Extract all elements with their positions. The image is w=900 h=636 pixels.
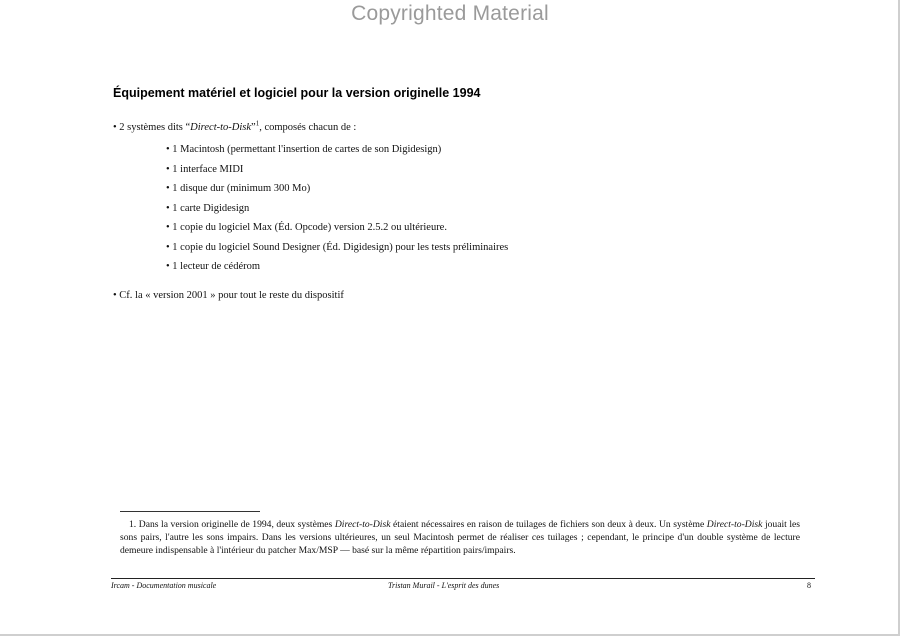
- footnote: [120, 518, 800, 557]
- footnote-ref[interactable]: 1: [255, 119, 260, 128]
- equipment-list: [166, 140, 508, 277]
- footer-center: Tristan Murail - L'esprit des dunes: [388, 581, 500, 590]
- footnote-em1: Direct-to-Disk: [334, 519, 391, 530]
- list-item: • 1 lecteur de cédérom: [166, 261, 261, 272]
- footer-left: Ircam - Documentation musicale: [111, 581, 217, 590]
- list-item: • 1 disque dur (minimum 300 Mo): [166, 183, 311, 194]
- list-item: • 1 copie du logiciel Max (Éd. Opcode) version 2.5.2 ou ultérieure.: [166, 222, 447, 233]
- watermark: Copyrighted Material: [351, 2, 549, 25]
- bullet-version-2001: • Cf. la « version 2001 » pour tout le reste du dispositif: [113, 290, 344, 301]
- section-title: Équipement matériel et logiciel pour la version originelle 1994: [113, 86, 481, 100]
- list-item: • 1 copie du logiciel Sound Designer (Éd. Digidesign) pour les tests préliminaires: [166, 241, 509, 253]
- bullet1-emphasis: Direct-to-Disk: [190, 122, 252, 133]
- list-item: • 1 Macintosh (permettant l'insertion de cartes de son Digidesign): [166, 144, 442, 155]
- bullet-direct-to-disk: [113, 119, 357, 133]
- footnote-em2: Direct-to-Disk: [706, 519, 763, 530]
- bullet1-suffix: , composés chacun de :: [259, 122, 357, 133]
- footnote-part1: 1. Dans la version originelle de 1994, deux systèmes: [129, 519, 335, 530]
- footer-divider: [111, 578, 815, 579]
- list-item: • 1 carte Digidesign: [166, 202, 250, 214]
- page-number: 8: [807, 581, 811, 590]
- footnote-divider: [120, 511, 260, 512]
- footnote-part2: étaient nécessaires en raison de tuilages de fichiers son deux à deux. Un système: [390, 519, 707, 530]
- footnote-part3: jouait les sons pairs, l'autre les sons impairs. Dans les versions ultérieures, un seul Macintosh permet de réaliser ces tuilages ; cependant, le principe d'un double système de lecture demeure indispensable à l'intérieur du patcher Max/MSP — basé sur la même répartition pairs/impairs.: [120, 519, 801, 556]
- bullet1-quote-close: ”: [251, 122, 256, 133]
- list-item: • 1 interface MIDI: [166, 163, 244, 175]
- bullet1-prefix: • 2 systèmes dits “: [113, 122, 191, 133]
